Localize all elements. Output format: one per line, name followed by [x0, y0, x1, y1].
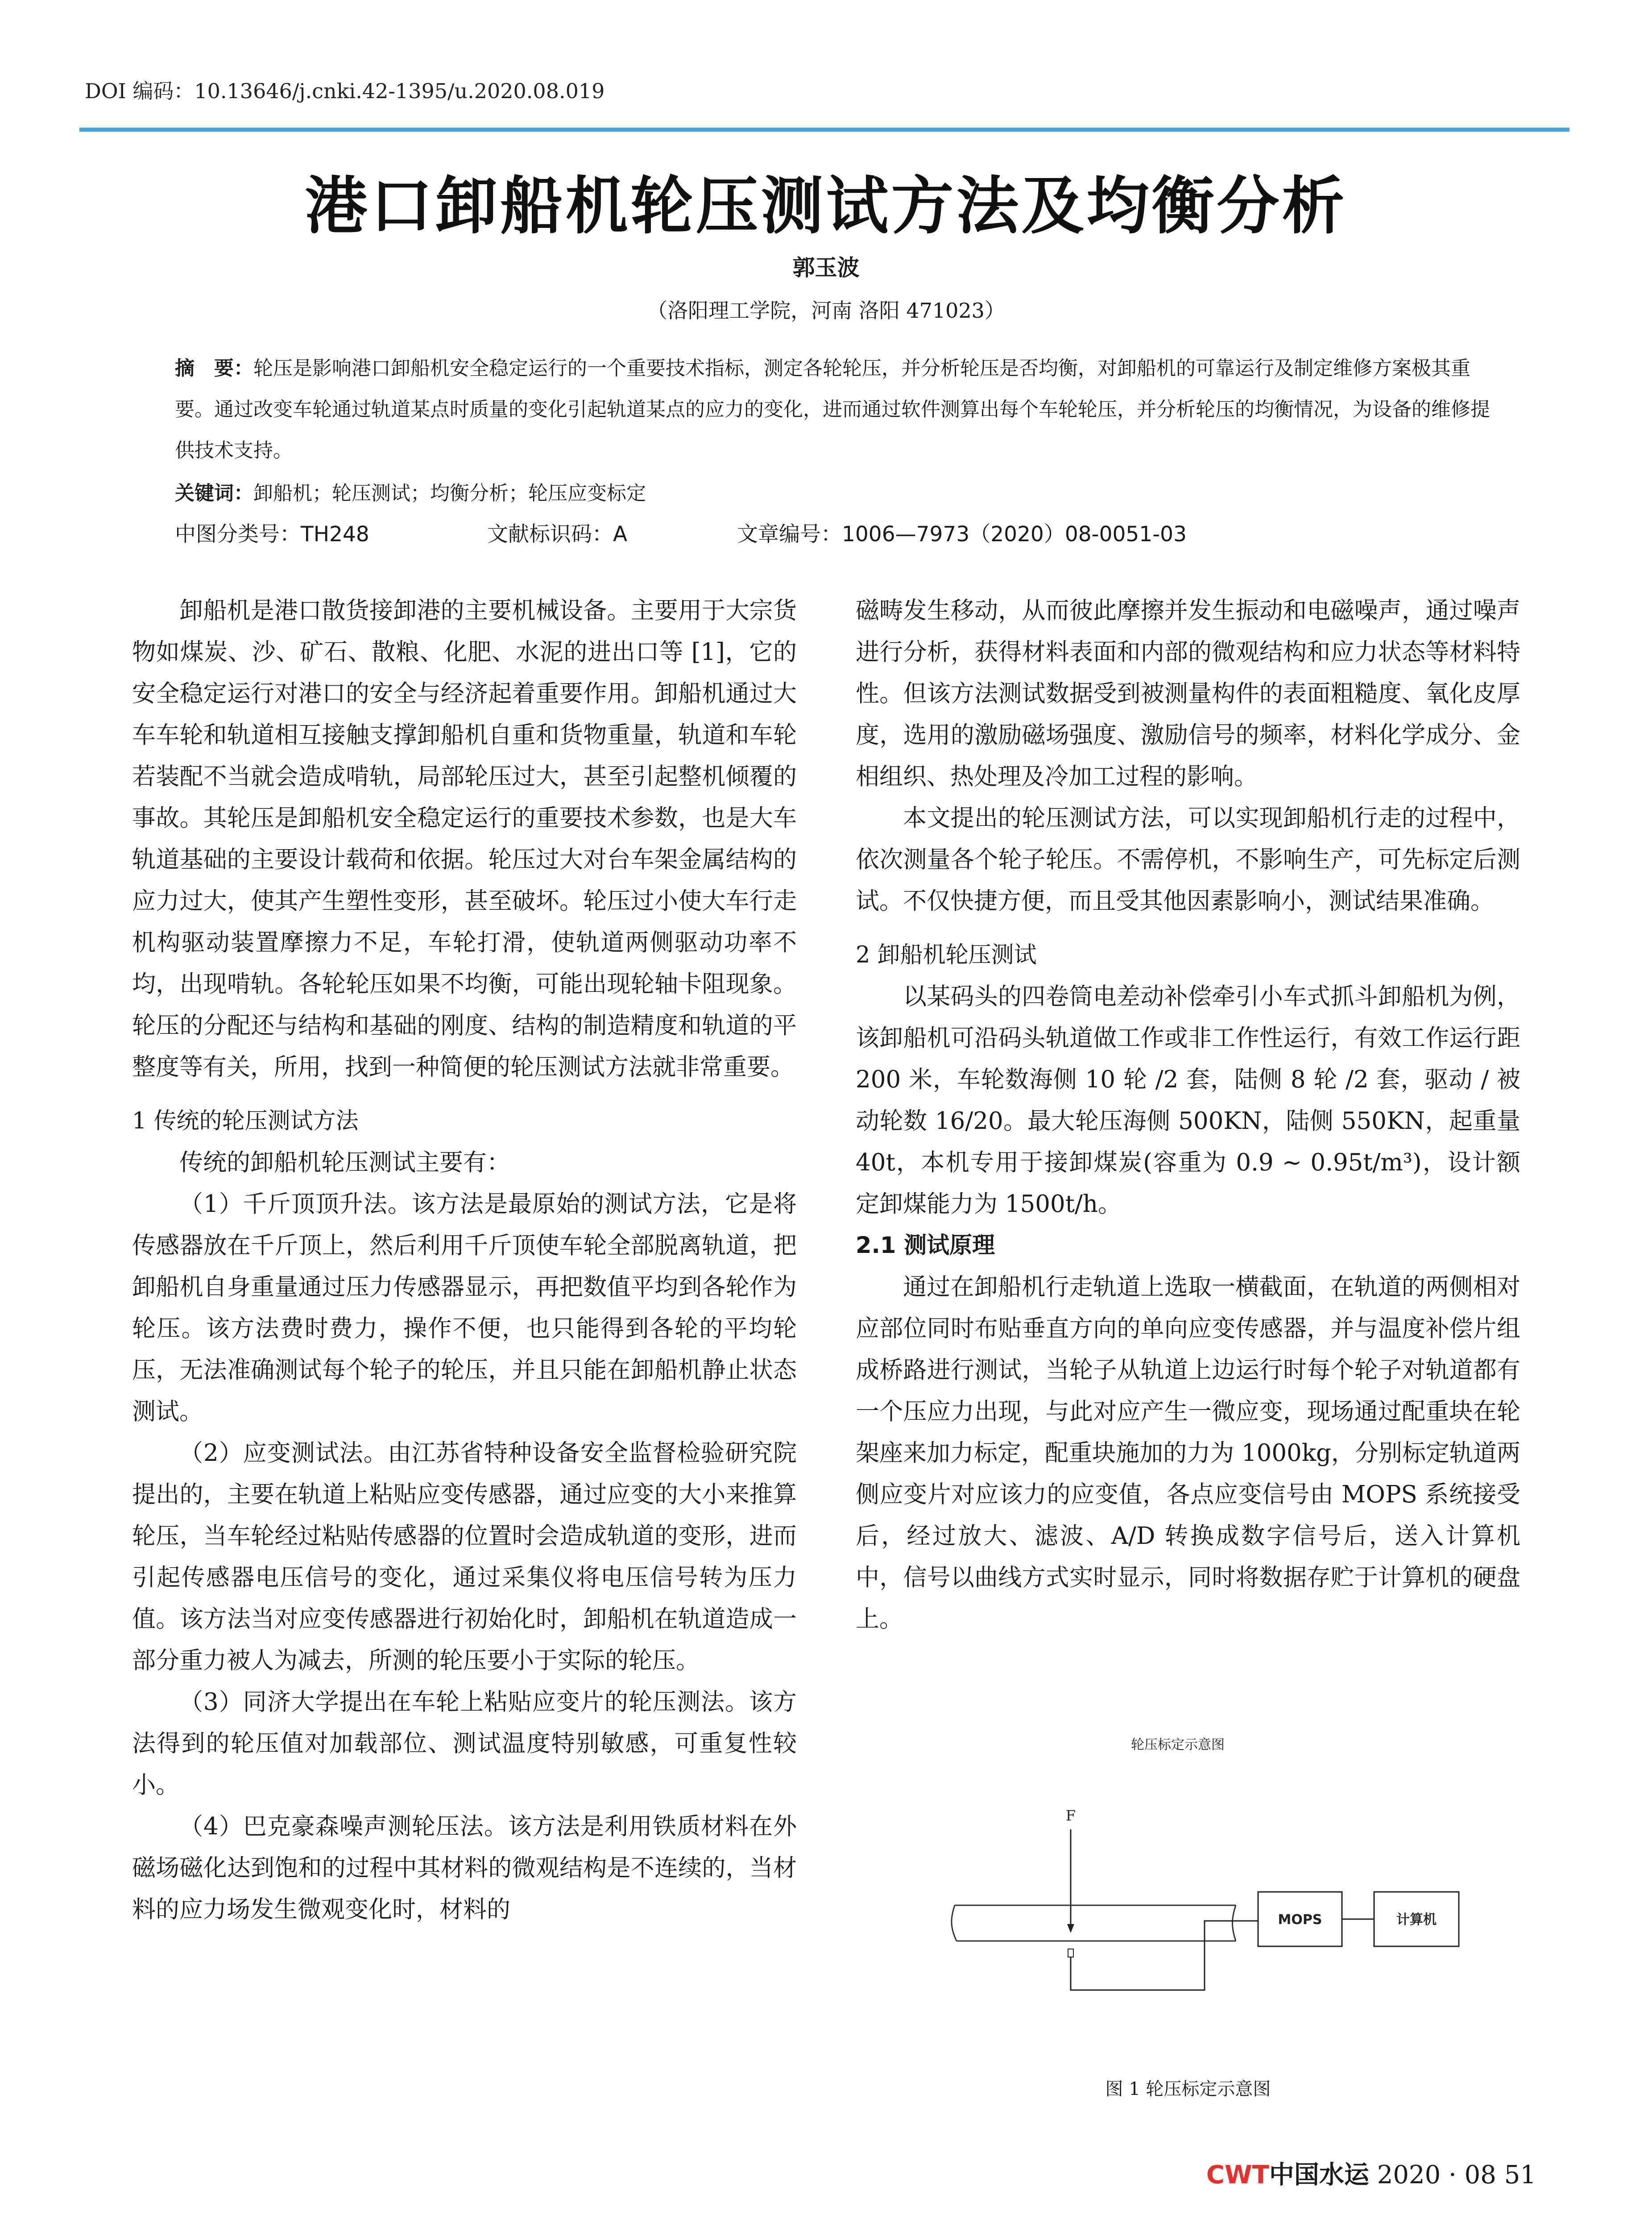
clc-code: 中图分类号：TH248 — [175, 522, 369, 547]
force-arrow — [1067, 1829, 1074, 1933]
article-title: 港口卸船机轮压测试方法及均衡分析 — [305, 170, 1347, 243]
signal-wire — [1071, 1921, 1258, 1990]
strain-gauge — [1068, 1949, 1073, 1957]
magazine-name: 中国水运 — [1269, 2160, 1369, 2190]
issue-number: 2020 · 08 — [1377, 2161, 1496, 2190]
section-heading-1: 1 传统的轮压测试方法 — [132, 1108, 359, 1134]
abstract — [175, 348, 1504, 471]
keywords-label: 关键词： — [175, 482, 253, 505]
paragraph: （2）应变测试法。由江苏省特种设备安全监督检验研究院提出的，主要在轨道上粘贴应变传感器，通过应变的大小来推算轮压，当车轮经过粘贴传感器的位置时会造成轨道的变形，进而引起传感器电压信号的变化，通过采集仪将电压信号转为压力值。该方法当对应变传感器进行初始化时，卸船机在轨道造成一部分重力被人为减去，所测的轮压要小于实际的轮压。 — [132, 1439, 797, 1674]
force-label: F — [1065, 1807, 1076, 1824]
document-code: 文献标识码：A — [487, 522, 628, 547]
paragraph: 卸船机是港口散货接卸港的主要机械设备。主要用于大宗货物如煤炭、沙、矿石、散粮、化肥、水泥的进出口等 [1]，它的安全稳定运行对港口的安全与经济起着重要作用。卸船机通过大车车轮和轨道相互接触支撑卸船机自重和货物重量，轨道和车轮若装配不当就会造成啃轨，局部轮压过大，甚至引起整机倾覆的事故。其轮压是卸船机安全稳定运行的重要技术参数，也是大车轨道基础的主要设计载荷和依据。轮压过大对台车架金属结构的应力过大，使其产生塑性变形，甚至破坏。轮压过小使大车行走机构驱动装置摩擦力不足，车轮打滑，使轨道两侧驱动功率不均，出现啃轨。各轮轮压如果不均衡，可能出现轮轴卡阻现象。轮压的分配还与结构和基础的刚度、结构的制造精度和轨道的平整度等有关，所用，找到一种简便的轮压测试方法就非常重要。 — [132, 597, 797, 1081]
paragraph: 本文提出的轮压测试方法，可以实现卸船机行走的过程中，依次测量各个轮子轮压。不需停机，不影响生产，可先标定后测试。不仅快捷方便，而且受其他因素影响小，测试结果准确。 — [856, 804, 1520, 915]
page-footer — [1206, 2155, 1536, 2191]
article-number: 文章编号：1006—7973（2020）08-0051-03 — [737, 522, 1187, 547]
rail-beam — [952, 1905, 1236, 1941]
subsection-heading-2-1: 2.1 测试原理 — [856, 1232, 995, 1259]
figure-caption: 图 1 轮压标定示意图 — [1105, 2079, 1271, 2099]
left-column — [132, 590, 797, 1930]
right-column — [856, 590, 1520, 1640]
paragraph: （1）千斤顶顶升法。该方法是最原始的测试方法，它是将传感器放在千斤顶上，然后利用千斤顶使车轮全部脱离轨道，把卸船机自身重量通过压力传感器显示，再把数值平均到各轮作为轮压。该方法费时费力，操作不便，也只能得到各轮的平均轮压，无法准确测试每个轮子的轮压，并且只能在卸船机静止状态测试。 — [132, 1190, 797, 1425]
paragraph: 磁畴发生移动，从而彼此摩擦并发生振动和电磁噪声，通过噪声进行分析，获得材料表面和内部的微观结构和应力状态等材料特性。但该方法测试数据受到被测量构件的表面粗糙度、氧化皮厚度，选用的激励磁场强度、激励信号的频率，材料化学成分、金相组织、热处理及冷加工过程的影响。 — [856, 597, 1520, 790]
figure-inner-title: 轮压标定示意图 — [1131, 1737, 1225, 1753]
paragraph: （4）巴克豪森噪声测轮压法。该方法是利用铁质材料在外磁场磁化达到饱和的过程中其材料的微观结构是不连续的，当材料的应力场发生微观变化时，材料的 — [132, 1813, 797, 1923]
section-heading-2: 2 卸船机轮压测试 — [856, 942, 1037, 968]
author: 郭玉波 — [792, 255, 860, 281]
keywords — [175, 473, 1504, 514]
paragraph: 以某码头的四卷筒电差动补偿牵引小车式抓斗卸船机为例，该卸船机可沿码头轨道做工作或非工作性运行，有效工作运行距 200 米，车轮数海侧 10 轮 /2 套，陆侧 8 轮 /2 套，驱动 / 被动轮数 16/20。最大轮压海侧 500KN，陆侧 550KN，起重量 40t，本机专用于接卸煤炭(容重为 0.9 ~ 0.95t/m³)，设计额定卸煤能力为 1500t/h。 — [856, 983, 1520, 1218]
paragraph: 传统的卸船机轮压测试主要有： — [179, 1149, 510, 1176]
abstract-text: 轮压是影响港口卸船机安全稳定运行的一个重要技术指标，测定各轮轮压，并分析轮压是否均衡，对卸船机的可靠运行及制定维修方案极其重要。通过改变车轮通过轨道某点时质量的变化引起轨道某点的应力的变化，进而通过软件测算出每个车轮轮压，并分析轮压的均衡情况，为设备的维修提供技术支持。 — [175, 357, 1490, 462]
figure-calibration-diagram — [937, 1722, 1472, 2070]
brand-logo: CWT — [1206, 2161, 1269, 2190]
affiliation: （洛阳理工学院，河南 洛阳 471023） — [647, 299, 1005, 323]
abstract-label: 摘 要： — [175, 357, 253, 380]
mops-label: MOPS — [1278, 1912, 1322, 1928]
paragraph: 通过在卸船机行走轨道上选取一横截面，在轨道的两侧相对应部位同时布贴垂直方向的单向应变传感器，并与温度补偿片组成桥路进行测试，当轮子从轨道上边运行时每个轮子对轨道都有一个压应力出现，与此对应产生一微应变，现场通过配重块在轮架座来加力标定，配重块施加的力为 1000kg，分别标定轨道两侧应变片对应该力的应变值，各点应变信号由 MOPS 系统接受后，经过放大、滤波、A/D 转换成数字信号后，送入计算机中，信号以曲线方式实时显示，同时将数据存贮于计算机的硬盘上。 — [856, 1273, 1520, 1633]
page-number: 51 — [1504, 2161, 1536, 2190]
header-rule — [79, 128, 1569, 132]
doi-line: DOI 编码：10.13646/j.cnki.42-1395/u.2020.08.019 — [85, 79, 605, 103]
paragraph: （3）同济大学提出在车轮上粘贴应变片的轮压测法。该方法得到的轮压值对加载部位、测试温度特别敏感，可重复性较小。 — [132, 1688, 797, 1799]
computer-label: 计算机 — [1396, 1912, 1437, 1928]
keywords-text: 卸船机；轮压测试；均衡分析；轮压应变标定 — [253, 482, 646, 505]
